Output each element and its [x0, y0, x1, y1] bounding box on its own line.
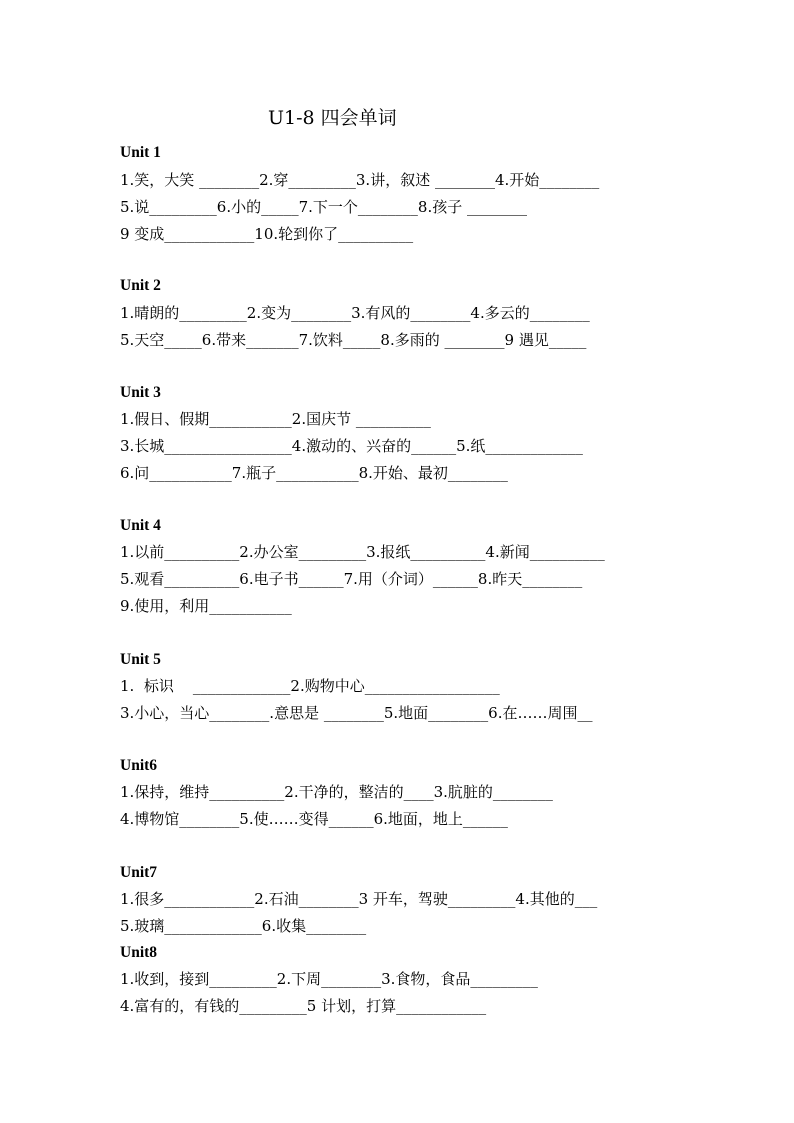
- unit-8-heading: Unit8: [120, 944, 158, 961]
- unit-3-line-2: 3.长城_________________4.激动的、兴奋的______5.纸_____________: [120, 437, 583, 455]
- unit-8-line-2: 4.富有的，有钱的_________5 计划，打算____________: [120, 997, 487, 1015]
- unit-4-line-1: 1.以前__________2.办公室_________3.报纸__________4.新闻__________: [120, 543, 605, 561]
- unit-3-heading: Unit 3: [120, 384, 161, 401]
- unit-4-heading: Unit 4: [120, 517, 161, 534]
- unit-1-line-3: 9 变成____________10.轮到你了__________: [120, 225, 414, 243]
- unit-5-heading: Unit 5: [120, 651, 161, 668]
- unit-6-heading: Unit6: [120, 757, 158, 774]
- page-title: U1-8 四会单词: [268, 107, 397, 129]
- unit-2-line-2: 5.天空_____6.带来_______7.饮料_____8.多雨的 ________9 遇见_____: [120, 331, 587, 349]
- unit-6-line-2: 4.博物馆________5.使……变得______6.地面，地上______: [120, 810, 508, 828]
- unit-5-line-1: 1. 标识 _____________2.购物中心__________________: [120, 677, 500, 695]
- unit-8-line-1: 1.收到，接到_________2.下周________3.食物，食品_________: [120, 970, 538, 988]
- unit-4-line-2: 5.观看__________6.电子书______7.用（介词）______8.昨天________: [120, 570, 583, 588]
- unit-4-line-3: 9.使用，利用___________: [120, 597, 292, 615]
- unit-7-line-2: 5.玻璃_____________6.收集________: [120, 917, 367, 935]
- unit-3-line-3: 6.问___________7.瓶子___________8.开始、最初________: [120, 464, 508, 482]
- unit-2-line-1: 1.晴朗的_________2.变为________3.有风的________4.多云的________: [120, 304, 590, 322]
- unit-1-heading: Unit 1: [120, 144, 161, 161]
- unit-7-heading: Unit7: [120, 864, 158, 881]
- unit-1-line-1: 1.笑，大笑 ________2.穿_________3.讲，叙述 ________4.开始________: [120, 171, 600, 189]
- unit-1-line-2: 5.说_________6.小的_____7.下一个________8.孩子 ________: [120, 198, 528, 216]
- unit-5-line-2: 3.小心，当心________.意思是 ________5.地面________6.在……周围__: [120, 704, 593, 722]
- unit-2-heading: Unit 2: [120, 277, 161, 294]
- unit-7-line-1: 1.很多____________2.石油________3 开车，驾驶_________4.其他的___: [120, 890, 598, 908]
- unit-3-line-1: 1.假日、假期___________2.国庆节 __________: [120, 410, 431, 428]
- unit-6-line-1: 1.保持，维持__________2.干净的，整洁的____3.肮脏的________: [120, 783, 553, 801]
